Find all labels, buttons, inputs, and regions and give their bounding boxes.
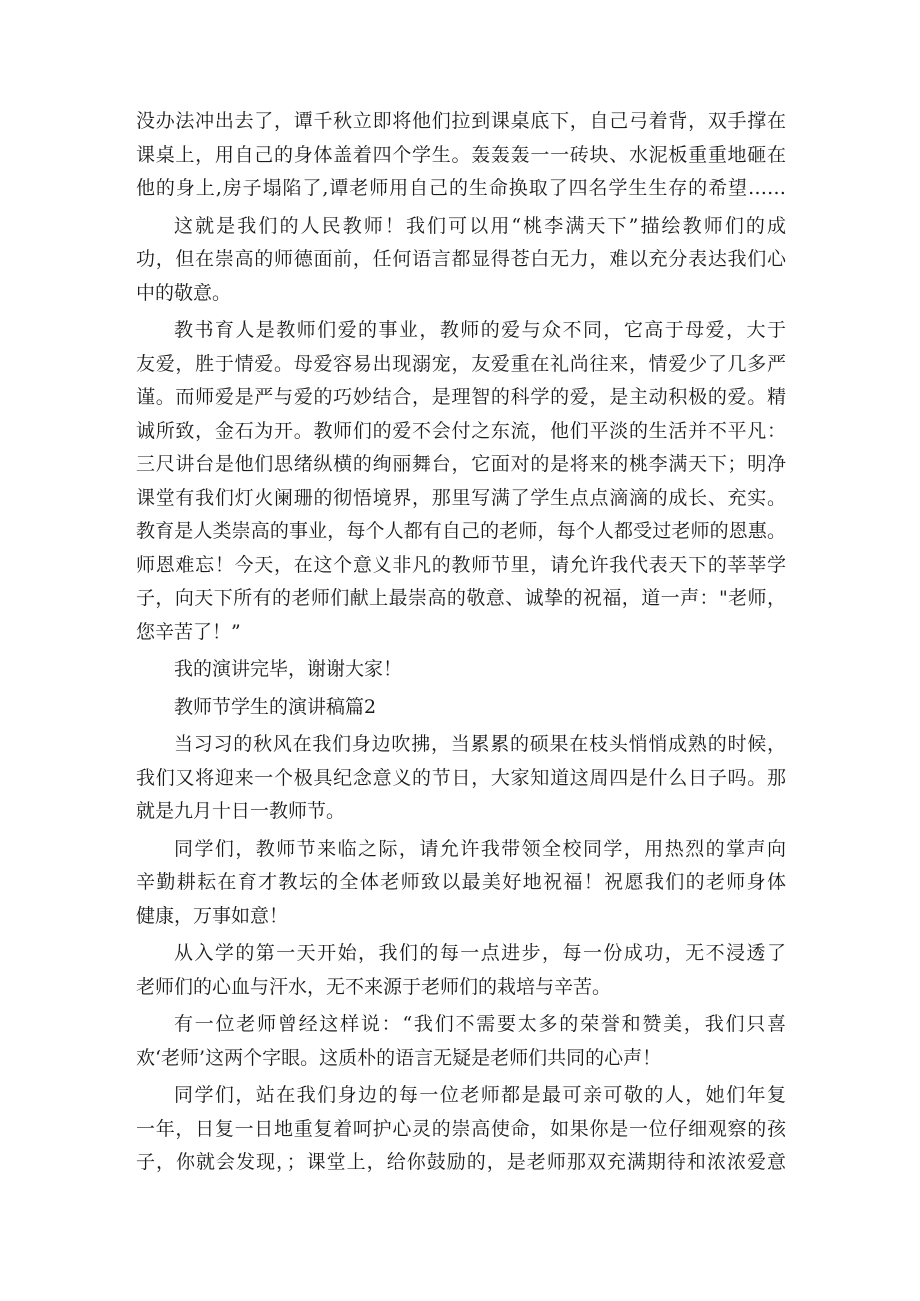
text-line: 当习习的秋风在我们身边吹拂，当累累的硕果在枝头悄悄成熟的时候，: [174, 733, 786, 755]
text-line: 三尺讲台是他们思绪纵横的绚丽舞台，它面对的是将来的桃李满天下；明净: [136, 453, 786, 475]
paragraph: [136, 1008, 786, 1075]
paragraph: [136, 105, 786, 206]
text-line: 欢‘老师’这两个字眼。这质朴的语言无疑是老师们共同的心声！: [136, 1046, 662, 1069]
paragraph: [136, 653, 786, 687]
text-line: 教书育人是教师们爱的事业，教师的爱与众不同，它高于母爱，大于: [174, 319, 786, 341]
text-line: 课桌上，用自己的身体盖着四个学生。轰轰轰一一砖块、水泥板重重地砸在: [136, 143, 786, 166]
text-line: 教育是人类崇高的事业，每个人都有自己的老师，每个人都受过老师的恩惠。: [136, 520, 786, 542]
document-body: [136, 105, 786, 1180]
paragraph: [136, 210, 786, 311]
text-line: 子，向天下所有的老师们献上最崇高的敬意、诚挚的祝福，道一声："老师，: [136, 587, 786, 609]
text-line: 有一位老师曾经这样说：“我们不需要太多的荣誉和赞美，我们只喜: [174, 1013, 786, 1035]
text-line: 子，你就会发现，；课堂上，给你鼓励的，是老师那双充满期待和浓浓爱意: [136, 1151, 786, 1173]
text-line: 这就是我们的人民教师！我们可以用“桃李满天下”描绘教师们的成: [174, 214, 786, 237]
paragraph: [136, 691, 786, 725]
text-line: 友爱，胜于情爱。母爱容易出现溺宠，友爱重在礼尚往来，情爱少了几多严: [136, 352, 786, 375]
text-line: 您辛苦了！”: [136, 620, 241, 643]
text-line: 辛勤耕耘在育才教坛的全体老师致以最美好地祝福！祝愿我们的老师身体: [136, 871, 786, 893]
text-line: 就是九月十日一教师节。: [136, 800, 346, 822]
text-line: 我的演讲完毕，谢谢大家！: [174, 658, 403, 680]
text-line: 同学们，教师节来临之际，请允许我带领全校同学，用热烈的掌声向: [174, 837, 786, 860]
paragraph: [136, 937, 786, 1004]
text-line: 中的敬意。: [136, 281, 232, 304]
text-line: 课堂有我们灯火阑珊的彻悟境界，那里写满了学生点点滴滴的成长、充实。: [136, 486, 786, 509]
text-line: 教师节学生的演讲稿篇2: [174, 695, 377, 718]
text-line: 从入学的第一天开始，我们的每一点进步，每一份成功，无不浸透了: [174, 942, 786, 964]
paragraph: [136, 1079, 786, 1180]
text-line: 我们又将迎来一个极具纪念意义的节日，大家知道这周四是什么日子吗。那: [136, 766, 786, 789]
text-line: 健康，万事如意！: [136, 904, 289, 927]
text-line: 功，但在崇高的师德面前，任何语言都显得苍白无力，难以充分表达我们心: [136, 248, 786, 270]
text-line: 一年，日复一日地重复着呵护心灵的崇高使命，如果你是一位仔细观察的孩: [136, 1117, 786, 1140]
paragraph: [136, 728, 786, 829]
paragraph: [136, 833, 786, 934]
text-line: 同学们，站在我们身边的每一位老师都是最可亲可敬的人，她们年复: [174, 1084, 786, 1106]
text-line: 他的身上,房子塌陷了,谭老师用自己的生命换取了四名学生生存的希望……: [136, 177, 786, 199]
text-line: 师恩难忘！今天，在这个意义非凡的教师节里，请允许我代表天下的莘莘学: [136, 553, 786, 576]
text-line: 老师们的心血与汗水，无不来源于老师们的栽培与辛苦。: [136, 975, 612, 998]
text-line: 没办法冲出去了，谭千秋立即将他们拉到课桌底下，自己弓着背，双手撑在: [136, 110, 786, 132]
text-line: 诚所致，金石为开。教师们的爱不会付之东流，他们平淡的生活并不平凡：: [136, 419, 786, 442]
paragraph: [136, 314, 786, 649]
text-line: 谨。而师爱是严与爱的巧妙结合，是理智的科学的爱，是主动积极的爱。精: [136, 386, 786, 408]
